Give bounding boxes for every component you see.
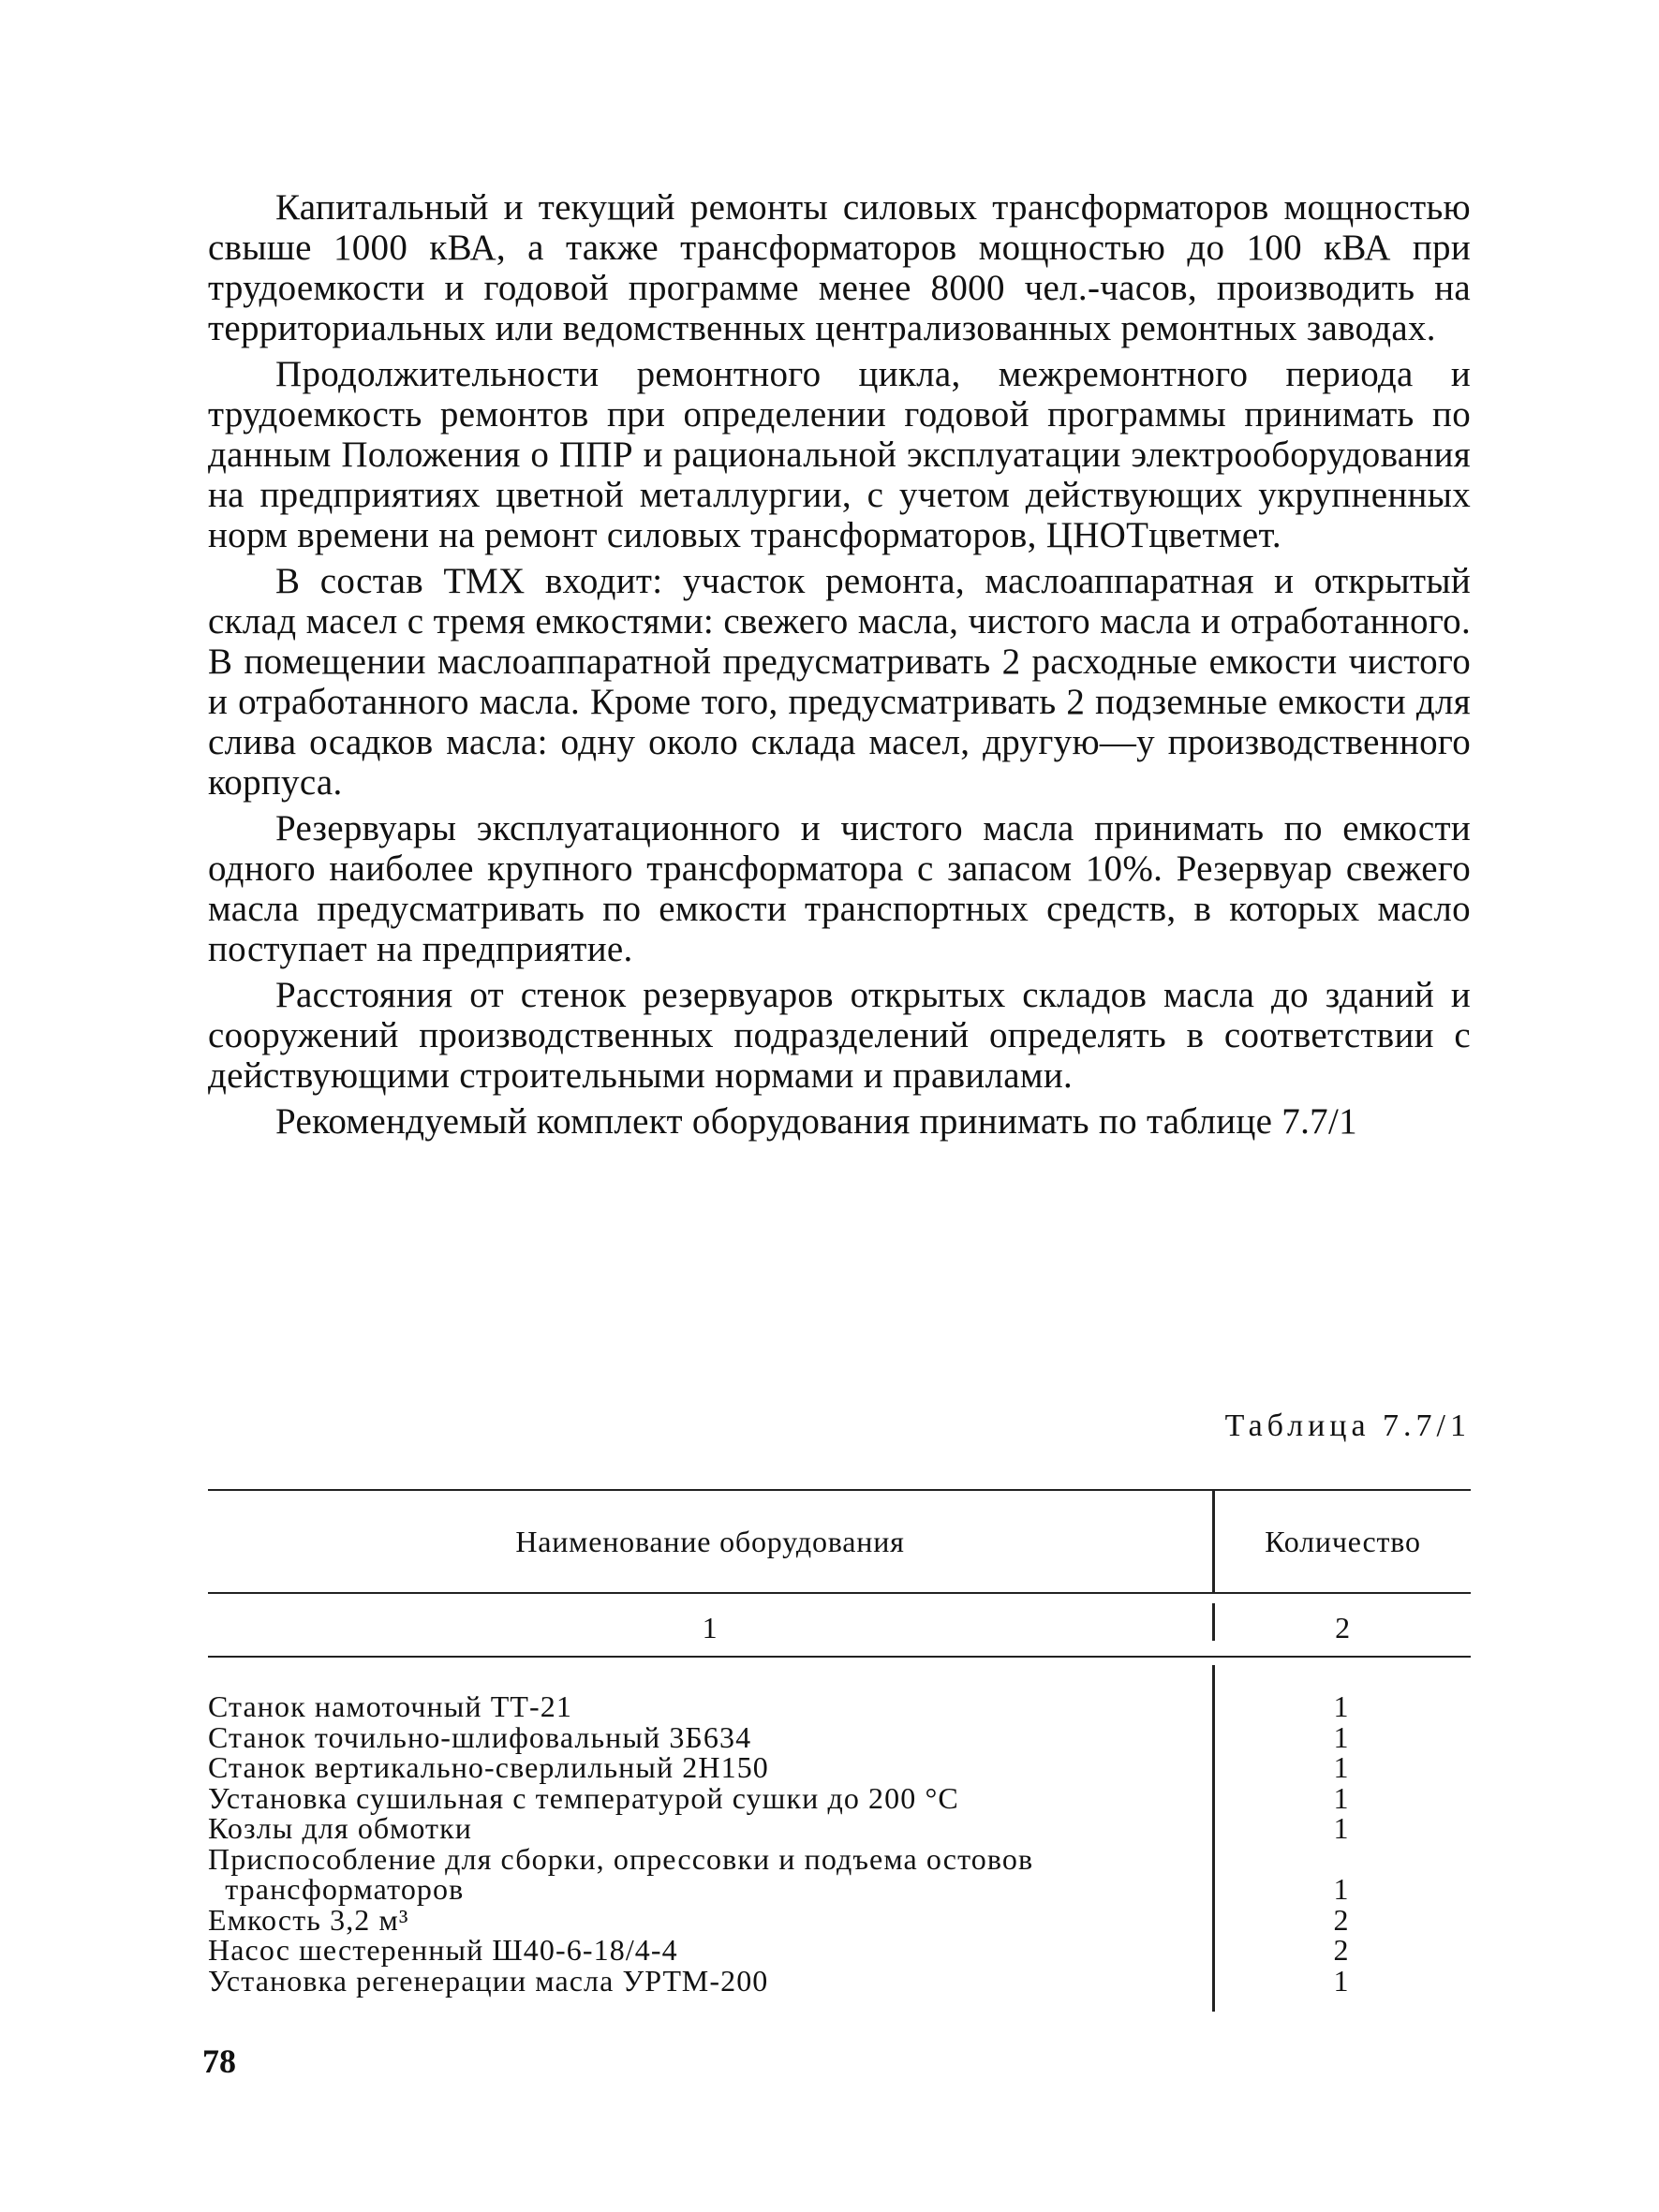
equipment-name: Приспособление для сборки, опрессовки и подъема остовов xyxy=(208,1841,1034,1876)
equipment-quantity: 1 xyxy=(1333,1780,1350,1815)
equipment-name: Насос шестеренный Ш40-6-18/4-4 xyxy=(208,1933,678,1967)
table-row xyxy=(208,1719,1471,1754)
paragraph: Рекомендуемый комплект оборудования принимать по таблице 7.7/1 xyxy=(275,1101,1357,1142)
equipment-quantity: 1 xyxy=(1333,1872,1350,1906)
body-text xyxy=(208,187,1471,1142)
equipment-quantity xyxy=(1212,1844,1471,1875)
header-bottom-rule xyxy=(208,1592,1471,1594)
equipment-name: трансформаторов xyxy=(208,1872,465,1906)
equipment-quantity: 1 xyxy=(1333,1689,1350,1723)
page-number: 78 xyxy=(202,2042,236,2080)
equipment-name: Станок точильно-шлифовальный 3Б634 xyxy=(208,1719,752,1754)
paragraph: Продолжительности ремонтного цикла, межремонтного периода и трудоемкость ремонтов при определении годовой программы принимать по данным Положения о ППР и рациональной эксплуатации электрооборудования на предприятиях цветной металлургии, с учетом действующих укрупненных норм времени на ремонт силовых трансформаторов, ЦНОТцветмет. xyxy=(208,354,1471,555)
equipment-name: Установка регенерации масла УРТМ-200 xyxy=(208,1963,769,1998)
table-row xyxy=(208,1902,1471,1937)
table-row xyxy=(208,1813,1471,1844)
equipment-quantity: 1 xyxy=(1333,1963,1350,1998)
paragraph: В состав ТМХ входит: участок ремонта, маслоаппаратная и открытый склад масел с тремя емкостями: свежего масла, чистого масла и отработанного. В помещении маслоаппаратной предусматривать 2 расходные емкости чистого и отработанного масла. Кроме того, предусматривать 2 подземные емкости для слива осадков масла: одну около склада масел, другую—у производственного корпуса. xyxy=(208,561,1471,803)
header-equipment-name: Наименование оборудования xyxy=(515,1525,905,1558)
table-row xyxy=(208,1935,1471,1966)
paragraph: Резервуары эксплуатационного и чистого масла принимать по емкости одного наиболее крупного трансформатора с запасом 10%. Резервуар свежего масла предусматривать по емкости транспортных средств, в которых масло поступает на предприятие. xyxy=(208,808,1471,969)
column-number-1: 1 xyxy=(702,1611,718,1644)
header-quantity: Количество xyxy=(1265,1525,1421,1558)
numbering-bottom-rule xyxy=(208,1656,1471,1658)
equipment-quantity: 1 xyxy=(1333,1811,1350,1845)
equipment-name: Козлы для обмотки xyxy=(208,1811,472,1845)
equipment-quantity: 2 xyxy=(1333,1933,1350,1967)
table-row xyxy=(208,1841,1471,1876)
equipment-quantity: 1 xyxy=(1333,1719,1350,1754)
table-row xyxy=(208,1780,1471,1815)
paragraph: Расстояния от стенок резервуаров открытых складов масла до зданий и сооружений производственных подразделений определять в соответствии с действующими строительными нормами и правилами. xyxy=(208,975,1471,1096)
table-top-rule xyxy=(208,1489,1471,1491)
equipment-quantity: 1 xyxy=(1333,1750,1350,1784)
equipment-quantity: 2 xyxy=(1333,1902,1350,1937)
table-body xyxy=(208,1691,1471,1996)
equipment-name: Станок намоточный ТТ-21 xyxy=(208,1689,572,1723)
equipment-name: Емкость 3,2 м³ xyxy=(208,1902,409,1937)
table-row xyxy=(208,1691,1471,1722)
table-row xyxy=(208,1963,1471,1998)
column-number-2: 2 xyxy=(1335,1611,1351,1644)
equipment-name: Установка сушильная с температурой сушки до 200 °С xyxy=(208,1780,959,1815)
paragraph: Капитальный и текущий ремонты силовых трансформаторов мощностью свыше 1000 кВА, а также трансформаторов мощностью до 100 кВА при трудоемкости и годовой программе менее 8000 чел.-часов, производить на территориальных или ведомственных централизованных ремонтных заводах. xyxy=(208,187,1471,348)
table-caption: Таблица 7.7/1 xyxy=(1224,1408,1471,1443)
table-row xyxy=(208,1752,1471,1783)
table-row xyxy=(208,1874,1471,1905)
equipment-name: Станок вертикально-сверлильный 2Н150 xyxy=(208,1750,769,1784)
